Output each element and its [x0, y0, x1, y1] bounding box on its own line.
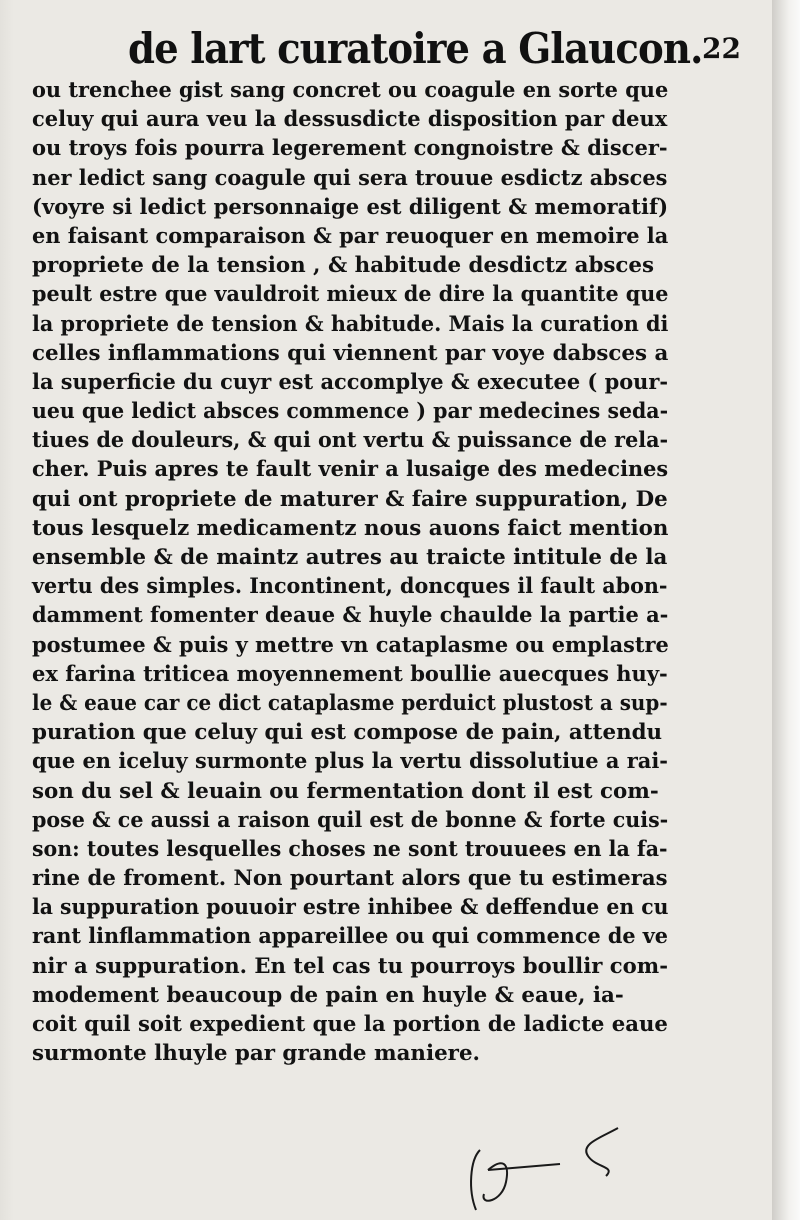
text-line: le & eaue car ce dict cataplasme perduict plustost a sup-: [32, 690, 668, 716]
text-line: son du sel & leuain ou fermentation dont il est com-: [32, 778, 659, 804]
text-line: celles inflammations qui viennent par voye dabsces a: [32, 340, 669, 366]
text-line: modement beaucoup de pain en huyle & eaue, ia-: [32, 982, 624, 1008]
text-line: peult estre que vauldroit mieux de dire la quantite que: [32, 282, 669, 308]
text-line: pose & ce aussi a raison quil est de bonne & forte cuis-: [32, 807, 669, 833]
text-line: la propriete de tension & habitude. Mais la curation di: [32, 311, 669, 337]
text-line: son: toutes lesquelles choses ne sont trouuees en la fa-: [32, 836, 668, 862]
text-line: coit quil soit expedient que la portion de ladicte eaue: [32, 1012, 668, 1037]
text-line: propriete de la tension , & habitude desdictz absces: [32, 253, 655, 279]
text-line: vertu des simples. Incontinent, doncques il fault abon-: [32, 574, 668, 600]
text-line: postumee & puis y mettre vn cataplasme ou emplastre: [32, 632, 669, 658]
page-header: [0, 10, 800, 73]
text-line: (voyre si ledict personnaige est diligent & memoratif): [32, 194, 669, 220]
handwritten-annotation: [440, 1110, 660, 1220]
text-line: puration que celuy qui est compose de pain, attendu: [32, 720, 663, 746]
text-line: ou trenchee gist sang concret ou coagule en sorte que: [32, 78, 669, 103]
text-line: nir a suppuration. En tel cas tu pourroys boullir com-: [32, 953, 669, 979]
text-line: celuy qui aura veu la dessusdicte disposition par deux: [32, 107, 668, 133]
text-line: ex farina triticea moyennement boullie auecques huy-: [32, 661, 668, 687]
text-line: rine de froment. Non pourtant alors que tu estimeras: [32, 866, 668, 892]
text-line: ou troys fois pourra legerement congnoistre & discer-: [32, 136, 668, 162]
text-line: ueu que ledict absces commence ) par medecines seda-: [32, 399, 669, 425]
text-line: la superficie du cuyr est accomplye & executee ( pour-: [32, 369, 669, 395]
page-left-edge: [0, 0, 14, 1220]
text-line: damment fomenter deaue & huyle chaulde la partie a-: [32, 603, 669, 629]
text-line: la suppuration pouuoir estre inhibee & deffendue en cu: [32, 895, 669, 921]
text-line: ensemble & de maintz autres au traicte intitule de la: [32, 545, 668, 570]
page-right-edge: [772, 0, 800, 1220]
text-line: rant linflammation appareillee ou qui commence de ve: [32, 924, 668, 950]
body-text: [32, 76, 672, 1068]
text-line: cher. Puis apres te fault venir a lusaige des medecines: [32, 457, 669, 483]
text-line: tous lesquelz medicamentz nous auons faict mention: [32, 515, 669, 541]
text-line: qui ont propriete de maturer & faire suppuration, De: [32, 486, 668, 512]
text-line: ner ledict sang coagule qui sera trouue esdictz absces: [32, 165, 668, 191]
folio-number: 22: [702, 32, 741, 65]
text-line: en faisant comparaison & par reuoquer en memoire la: [32, 223, 669, 249]
running-title: de lart curatoire a Glaucon.: [128, 24, 703, 73]
text-line: surmonte lhuyle par grande maniere.: [32, 1041, 480, 1067]
text-line: que en iceluy surmonte plus la vertu dissolutiue a rai-: [32, 749, 669, 775]
text-line: tiues de douleurs, & qui ont vertu & puissance de rela-: [32, 428, 669, 454]
